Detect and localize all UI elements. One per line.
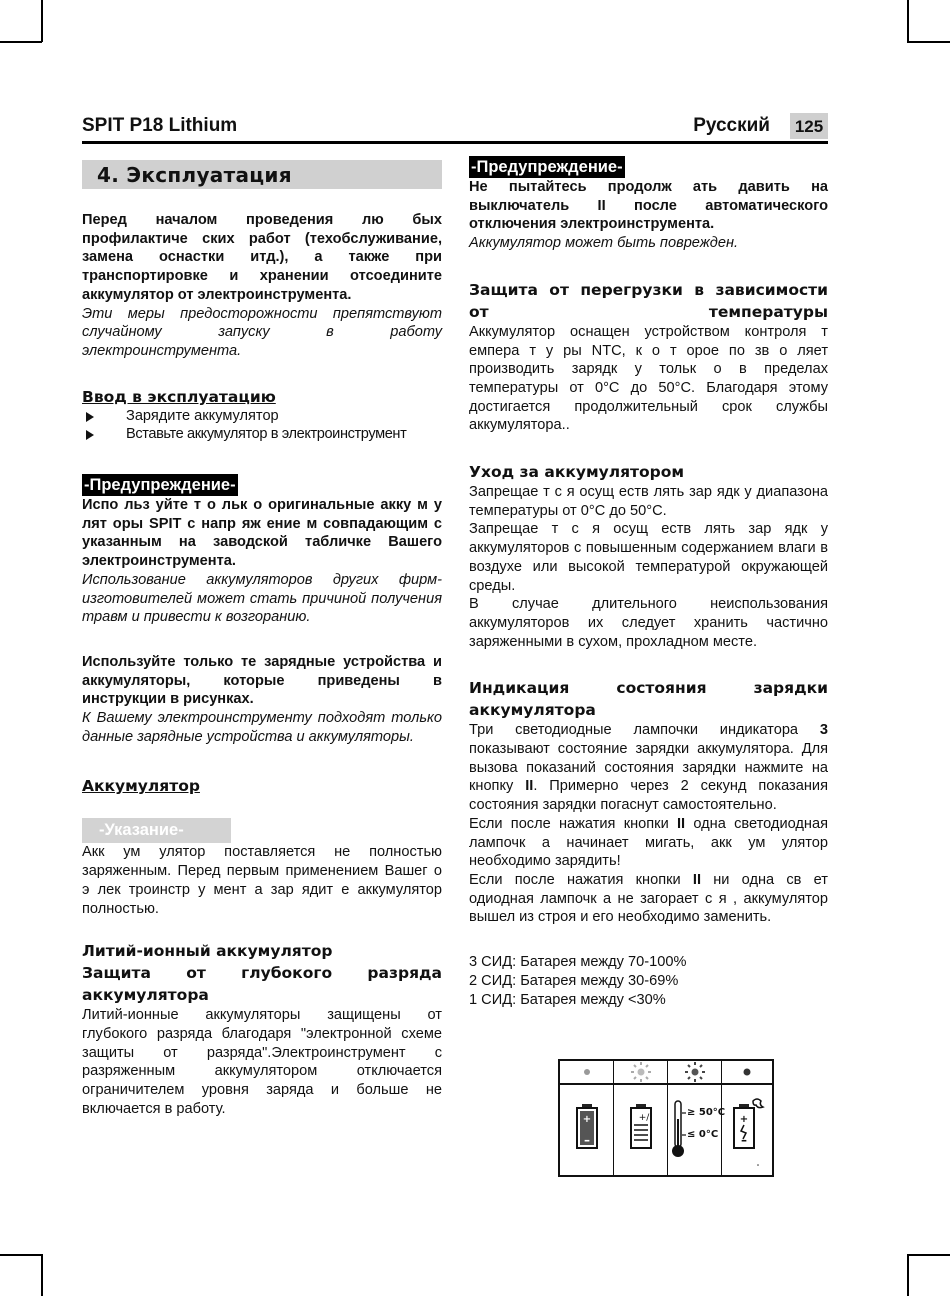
- warning-label: -Предупреждение-: [84, 476, 236, 495]
- led-cell-faulty: [722, 1061, 772, 1175]
- section-title: 4. Эксплуатация: [82, 160, 442, 189]
- crop-mark: [0, 41, 42, 43]
- note-text: Акк ум улятор поставляется не полностью заряженным. Перед первым применением Вашег о э лек троинстр у мент а зар ядит е аккумулятор полностью.: [82, 844, 442, 917]
- svg-text:–: –: [584, 1133, 590, 1147]
- deep-discharge-text: Литий-ионные аккумуляторы защищены от глубокого разряда благодаря "электронной схеме защиты от разряда".Электроинструмент с разряженным аккумулятором отключается ограничителем уровня заряда и больше не включается в работу.: [82, 1007, 442, 1117]
- led-cell-charging: [614, 1061, 668, 1175]
- crop-mark: [907, 1254, 909, 1296]
- indication-heading: Индикация состояния зарядки аккумулятора: [469, 679, 828, 720]
- crop-mark: [0, 1254, 42, 1256]
- startup-list: [82, 407, 442, 444]
- deep-discharge-heading: Защита от глубокого разряда аккумулятора: [82, 964, 442, 1005]
- startup-heading: Ввод в эксплуатацию: [82, 387, 276, 406]
- crop-mark: [41, 1254, 43, 1296]
- care-heading: Уход за аккумулятором: [469, 463, 685, 482]
- crop-mark: [41, 0, 43, 42]
- warning-italic: Аккумулятор может быть поврежден.: [469, 235, 739, 252]
- arrow-icon: [86, 412, 94, 422]
- led-level: 2 СИД: Батарея между 30-69%: [469, 972, 679, 989]
- language-label: Русский: [693, 115, 770, 136]
- care-text: Запрещае т с я осущ еств лять зар ядк у аккумуляторов с повышенным содержанием влаги в воздухе или высокой температурой окружающей среды.: [469, 521, 828, 594]
- indication-text: Если после нажатия кнопки II одна светодиодная лампочк а начинает мигать, акк ум улятор необходимо зарядить!: [469, 815, 828, 870]
- chargers-bold: Используйте только те зарядные устройства и аккумуляторы, которые приведены в инструкции в рисунках.: [82, 653, 442, 708]
- svg-text:+: +: [739, 1114, 749, 1125]
- crop-mark: [907, 1254, 950, 1256]
- page-number: 125: [790, 113, 828, 139]
- overload-text: Аккумулятор оснащен устройством контроля т емпера т у ры NTC, к о т орое по зв о ляет производить зарядк у тольк о в пределах температуры от 0°С до 50°С. Благодаря этому достигается продолжительный срок службы аккумулятора..: [469, 323, 828, 434]
- li-ion-heading: Литий-ионный аккумулятор: [82, 942, 333, 961]
- intro-bold: Перед началом проведения лю бых профилактиче ских работ (техобслуживание, замена оснастки итд.), а также при транспортировке и хранении отсоедините аккумулятор от электроинструмента.: [82, 212, 442, 303]
- warning-bold: Испо льз уйте т о льк о оригинальные акку м у лят оры SPIT с напр яж ение м совпадающим с указанным на заводской табличке Вашего электроинструмента.: [82, 497, 442, 570]
- care-text: В случае длительного неиспользования аккумуляторов их следует хранить частично заряженными в сухом, прохладном месте.: [469, 596, 828, 650]
- svg-text:+/: +/: [638, 1113, 650, 1123]
- led-level: 3 СИД: Батарея между 70-100%: [469, 954, 687, 971]
- warning-bold: Не пытайтесь продолж ать давить на выключатель II после автоматического отключения электроинструмента.: [469, 179, 828, 233]
- battery-faulty-icon: [722, 1061, 772, 1173]
- list-item: Вставьте аккумулятор в электроинструмент: [82, 425, 442, 444]
- page-header: [82, 113, 828, 141]
- right-column: [469, 156, 828, 1009]
- led-cell-temperature: [668, 1061, 726, 1175]
- led-levels-list: [469, 953, 828, 1009]
- warning-italic: Использование аккумуляторов других фирм-изготовителей может стать причиной получения травм и привести к возгоранию.: [82, 571, 442, 626]
- svg-text:–: –: [741, 1133, 747, 1147]
- temp-low-label: ≤ 0°C: [687, 1129, 719, 1140]
- overload-heading: Защита от перегрузки в зависимости от температуры: [469, 280, 828, 321]
- care-text: Запрещае т с я осущ еств лять зар ядк у диапазона температуры от 0°С до 50°С.: [469, 484, 828, 519]
- arrow-icon: [86, 430, 94, 440]
- led-level: 1 СИД: Батарея между <30%: [469, 991, 666, 1008]
- temp-high-label: ≥ 50°C: [687, 1107, 726, 1118]
- svg-text:+: +: [582, 1114, 592, 1125]
- left-column: [82, 160, 442, 1119]
- battery-full-icon: [560, 1061, 612, 1173]
- warning-label: -Предупреждение-: [471, 158, 623, 176]
- list-item: Зарядите аккумулятор: [82, 407, 442, 426]
- intro-italic: Эти меры предосторожности препятствуют случайному запуску в работу электроинструмента.: [82, 305, 442, 359]
- indication-text: Три светодиодные лампочки индикатора 3 показывают состояние зарядки аккумулятора. Для вызова показаний состояния зарядки нажмите на кнопку II. Примерно через 2 секунд показания состояния зарядки погаснут самостоятельно.: [469, 722, 828, 814]
- header-rule: [82, 141, 828, 144]
- indication-text: Если после нажатия кнопки II ни одна св ет одиодная лампочк а не загорает с я , аккумулятор вышел из строя и его необходимо заменить.: [469, 871, 828, 926]
- led-indicator-table: [558, 1059, 774, 1177]
- crop-mark: [907, 41, 950, 43]
- note-label: -Указание-: [82, 818, 231, 843]
- manual-title: SPIT P18 Lithium: [82, 115, 238, 136]
- battery-heading: Аккумулятор: [82, 777, 200, 796]
- chargers-italic: К Вашему электроинструменту подходят только данные зарядные устройства и аккумуляторы.: [82, 710, 442, 745]
- crop-mark: [907, 0, 909, 42]
- battery-partial-icon: [614, 1061, 666, 1173]
- led-cell-full: [560, 1061, 614, 1175]
